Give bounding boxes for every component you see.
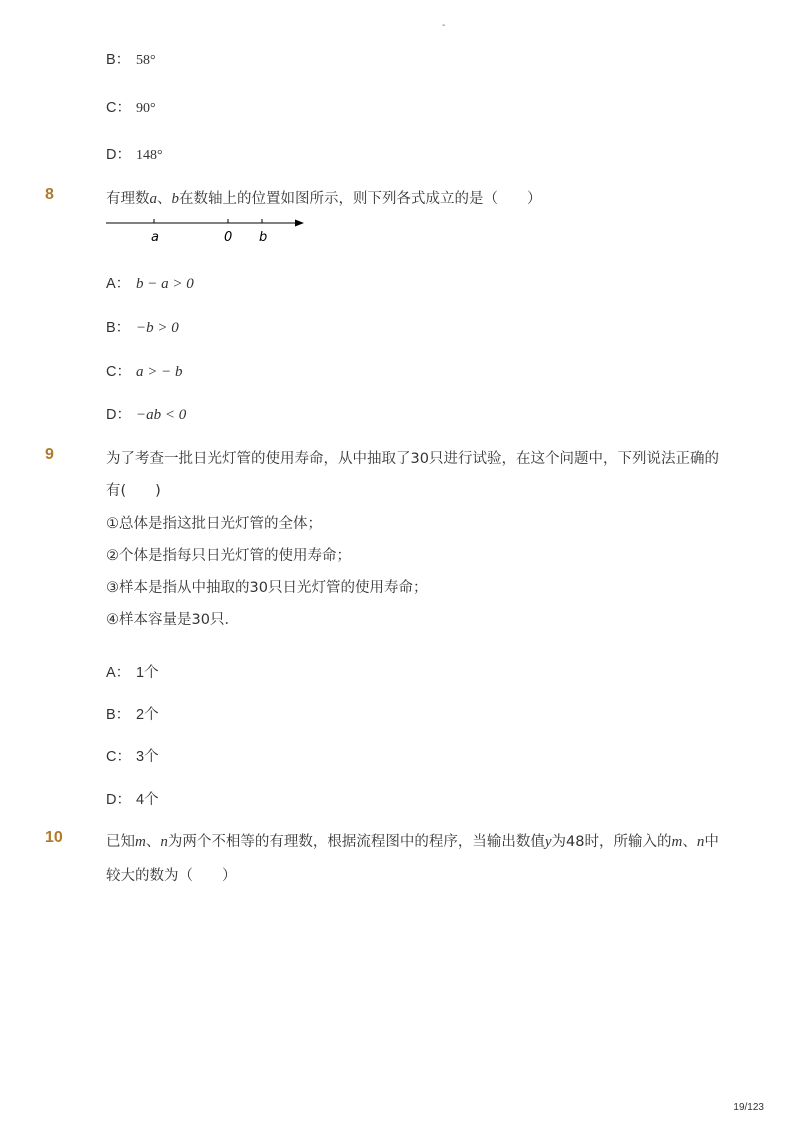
option-value: 3个 bbox=[136, 749, 159, 765]
q9-option-a[interactable] bbox=[106, 661, 159, 682]
q10-stem-line-2: 较大的数为（ ） bbox=[106, 868, 237, 884]
q8-option-b[interactable] bbox=[106, 316, 179, 337]
label-zero: 0 bbox=[224, 230, 233, 245]
q8-option-d[interactable] bbox=[106, 403, 186, 424]
q8-option-c[interactable] bbox=[106, 360, 183, 381]
option-value: a > − b bbox=[136, 364, 183, 380]
option-value: 90° bbox=[136, 101, 156, 116]
option-label: B： bbox=[106, 320, 131, 336]
q8-stem-suffix: 在数轴上的位置如图所示，则下列各式成立的是（ ） bbox=[179, 191, 542, 207]
option-value: 2个 bbox=[136, 707, 159, 723]
q10-var-m: m bbox=[671, 834, 683, 850]
option-label: A： bbox=[106, 665, 131, 681]
q8-stem-prefix: 有理数 bbox=[106, 191, 150, 207]
q9-option-d[interactable] bbox=[106, 788, 159, 809]
number-line-arrow bbox=[295, 220, 304, 227]
q9-statement-3: ③样本是指从中抽取的30只日光灯管的使用寿命； bbox=[106, 580, 428, 596]
question-number-10: 10 bbox=[45, 829, 63, 846]
q10-var-n: n bbox=[696, 834, 705, 850]
option-label: B： bbox=[106, 707, 131, 723]
label-a: a bbox=[151, 230, 159, 245]
option-label: D： bbox=[106, 792, 131, 808]
q8-var-a: a bbox=[149, 191, 157, 207]
q9-statement-4: ④样本容量是30只． bbox=[106, 612, 239, 628]
q9-statement-2: ②个体是指每只日光灯管的使用寿命； bbox=[106, 548, 351, 564]
q10-text: 、 bbox=[145, 834, 161, 850]
option-value: 148° bbox=[136, 148, 163, 163]
q8-stem bbox=[106, 187, 542, 208]
question-number-9: 9 bbox=[45, 446, 54, 463]
q10-text: 为两个不相等的有理数，根据流程图中的程序，当输出数值 bbox=[167, 834, 545, 850]
q9-stem-line-1: 为了考查一批日光灯管的使用寿命，从中抽取了30只进行试验，在这个问题中，下列说法正确的 bbox=[106, 451, 719, 467]
option-label: D： bbox=[106, 147, 131, 163]
q8-option-a[interactable] bbox=[106, 272, 194, 293]
question-number-8: 8 bbox=[45, 186, 54, 203]
option-value: −ab < 0 bbox=[136, 407, 187, 423]
q7-option-d[interactable] bbox=[106, 143, 163, 164]
option-label: D： bbox=[106, 407, 131, 423]
q10-text: 中 bbox=[704, 834, 719, 850]
q7-option-c[interactable] bbox=[106, 96, 156, 117]
q10-text: 为48时，所输入的 bbox=[551, 834, 672, 850]
label-b: b bbox=[259, 230, 268, 245]
q9-statement-1: ①总体是指这批日光灯管的全体； bbox=[106, 516, 322, 532]
option-value: 1个 bbox=[136, 665, 159, 681]
option-label: C： bbox=[106, 364, 131, 380]
option-label: B： bbox=[106, 52, 131, 68]
option-value: b − a > 0 bbox=[136, 276, 194, 292]
top-mark: - bbox=[442, 20, 446, 31]
number-line-figure bbox=[100, 210, 310, 246]
option-label: A： bbox=[106, 276, 131, 292]
option-label: C： bbox=[106, 749, 131, 765]
q8-sep: 、 bbox=[157, 191, 172, 207]
q9-stem-line-2: 有( ) bbox=[106, 483, 161, 499]
q10-var-m: m bbox=[135, 834, 146, 850]
page-number: 19/123 bbox=[733, 1102, 764, 1113]
q10-text: 已知 bbox=[106, 834, 135, 850]
option-value: 58° bbox=[136, 53, 156, 68]
option-label: C： bbox=[106, 100, 131, 116]
q9-option-b[interactable] bbox=[106, 703, 159, 724]
q10-var-y: y bbox=[544, 834, 552, 850]
q10-stem-line-1 bbox=[106, 830, 719, 851]
option-value: 4个 bbox=[136, 792, 159, 808]
option-value: −b > 0 bbox=[136, 320, 179, 336]
q10-text: 、 bbox=[682, 834, 697, 850]
q7-option-b[interactable] bbox=[106, 48, 156, 69]
q8-var-b: b bbox=[171, 191, 179, 207]
q9-option-c[interactable] bbox=[106, 745, 159, 766]
q10-var-n: n bbox=[160, 834, 168, 850]
